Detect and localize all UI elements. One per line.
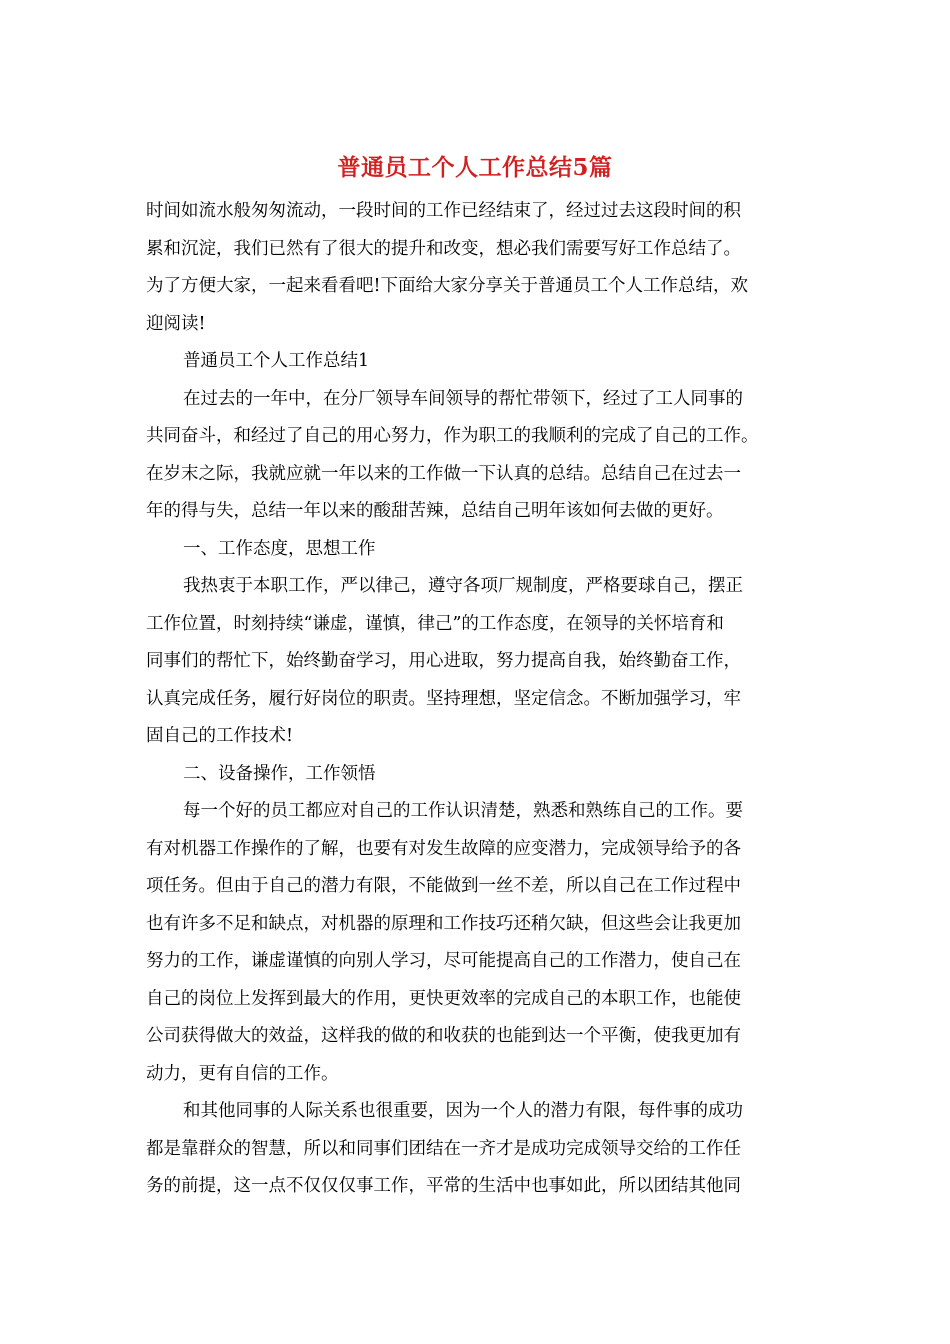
- document-body: [146, 193, 806, 1206]
- paragraph-line-indented: 我热衷于本职工作，严以律己，遵守各项厂规制度，严格要球自己，摆正: [183, 576, 743, 596]
- paragraph-line: 动力，更有自信的工作。: [146, 1063, 339, 1084]
- paragraph-line-indented: 普通员工个人工作总结1: [183, 351, 370, 371]
- paragraph-line: 为了方便大家，一起来看看吧!下面给大家分享关于普通员工个人工作总结，欢: [146, 276, 749, 296]
- paragraph-line: 公司获得做大的效益，这样我的做的和收获的也能到达一个平衡，使我更加有: [146, 1026, 741, 1046]
- paragraph-line: 务的前提，这一点不仅仅仅事工作，平常的生活中也事如此，所以团结其他同: [146, 1176, 741, 1196]
- paragraph-line-indented: 每一个好的员工都应对自己的工作认识清楚，熟悉和熟练自己的工作。要: [183, 801, 743, 821]
- paragraph-line: 努力的工作，谦虚谨慎的向别人学习，尽可能提高自己的工作潜力，使自己在: [146, 951, 741, 971]
- paragraph-line-indented: 一、工作态度，思想工作: [183, 538, 376, 559]
- paragraph-line: 工作位置，时刻持续“谦虚，谨慎，律己”的工作态度，在领导的关怀培育和: [146, 613, 724, 634]
- paragraph-line: 时间如流水般匆匆流动，一段时间的工作已经结束了，经过过去这段时间的积: [146, 201, 741, 221]
- paragraph-line: 自己的岗位上发挥到最大的作用，更快更效率的完成自己的本职工作，也能使: [146, 988, 741, 1009]
- paragraph-line: 都是靠群众的智慧，所以和同事们团结在一齐才是成功完成领导交给的工作任: [146, 1138, 741, 1159]
- paragraph-line: 在岁末之际，我就应就一年以来的工作做一下认真的总结。总结自己在过去一: [146, 463, 741, 484]
- paragraph-line: 共同奋斗，和经过了自己的用心努力，作为职工的我顺利的完成了自己的工作。: [146, 426, 759, 446]
- paragraph-line: 同事们的帮忙下，始终勤奋学习，用心进取，努力提高自我，始终勤奋工作，: [146, 651, 741, 671]
- paragraph-line: 项任务。但由于自己的潜力有限，不能做到一丝不差，所以自己在工作过程中: [146, 876, 741, 896]
- paragraph-line: 固自己的工作技术!: [146, 726, 294, 746]
- paragraph-line: 有对机器工作操作的了解，也要有对发生故障的应变潜力，完成领导给予的各: [146, 838, 741, 859]
- paragraph-line: 也有许多不足和缺点，对机器的原理和工作技巧还稍欠缺，但这些会让我更加: [146, 913, 741, 934]
- paragraph-line: 迎阅读!: [146, 313, 206, 334]
- paragraph-line-indented: 和其他同事的人际关系也很重要，因为一个人的潜力有限，每件事的成功: [183, 1101, 743, 1121]
- document-title: 普通员工个人工作总结5篇: [337, 154, 613, 181]
- paragraph-line: 累和沉淀，我们已然有了很大的提升和改变，想必我们需要写好工作总结了。: [146, 238, 741, 259]
- paragraph-line: 年的得与失，总结一年以来的酸甜苦辣，总结自己明年该如何去做的更好。: [146, 501, 724, 521]
- paragraph-line: 认真完成任务，履行好岗位的职责。坚持理想，坚定信念。不断加强学习，牢: [146, 688, 741, 709]
- paragraph-line-indented: 二、设备操作，工作领悟: [183, 763, 376, 784]
- paragraph-line-indented: 在过去的一年中，在分厂领导车间领导的帮忙带领下，经过了工人同事的: [183, 388, 743, 409]
